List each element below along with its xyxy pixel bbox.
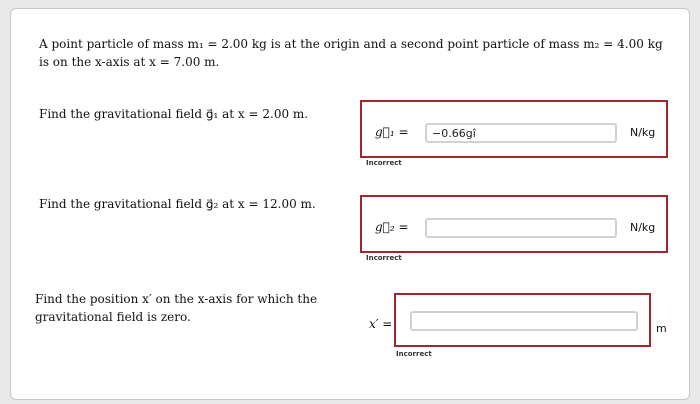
answer-1-status: Incorrect [366, 159, 402, 167]
question-1-text: Find the gravitational field g⃗₁ at x = 2.00 m. [39, 107, 309, 121]
answer-box-3 [394, 293, 651, 347]
answer-3-status: Incorrect [396, 350, 432, 358]
answer-2-unit: N/kg [630, 221, 656, 234]
answer-box-1 [360, 100, 668, 158]
answer-1-input[interactable]: −0.66gî [425, 123, 617, 143]
answer-3-symbol: x′ = [369, 317, 393, 331]
answer-1-symbol: g⃗₁ = [375, 125, 409, 139]
question-card [10, 8, 690, 400]
answer-2-status: Incorrect [366, 254, 402, 262]
answer-3-unit: m [656, 322, 667, 335]
answer-box-2 [360, 195, 668, 253]
answer-1-unit: N/kg [630, 126, 656, 139]
answer-2-symbol: g⃗₂ = [375, 220, 409, 234]
question-2-text: Find the gravitational field g⃗₂ at x = 12.00 m. [39, 197, 316, 211]
answer-3-input[interactable] [410, 311, 638, 331]
question-3-text: Find the position x′ on the x-axis for which the gravitational field is zero. [35, 292, 318, 324]
answer-2-input[interactable] [425, 218, 617, 238]
problem-statement: A point particle of mass m₁ = 2.00 kg is at the origin and a second point particle of mass m₂ = 4.00 kg is on the x-axis at x = 7.00 m. [39, 37, 663, 69]
